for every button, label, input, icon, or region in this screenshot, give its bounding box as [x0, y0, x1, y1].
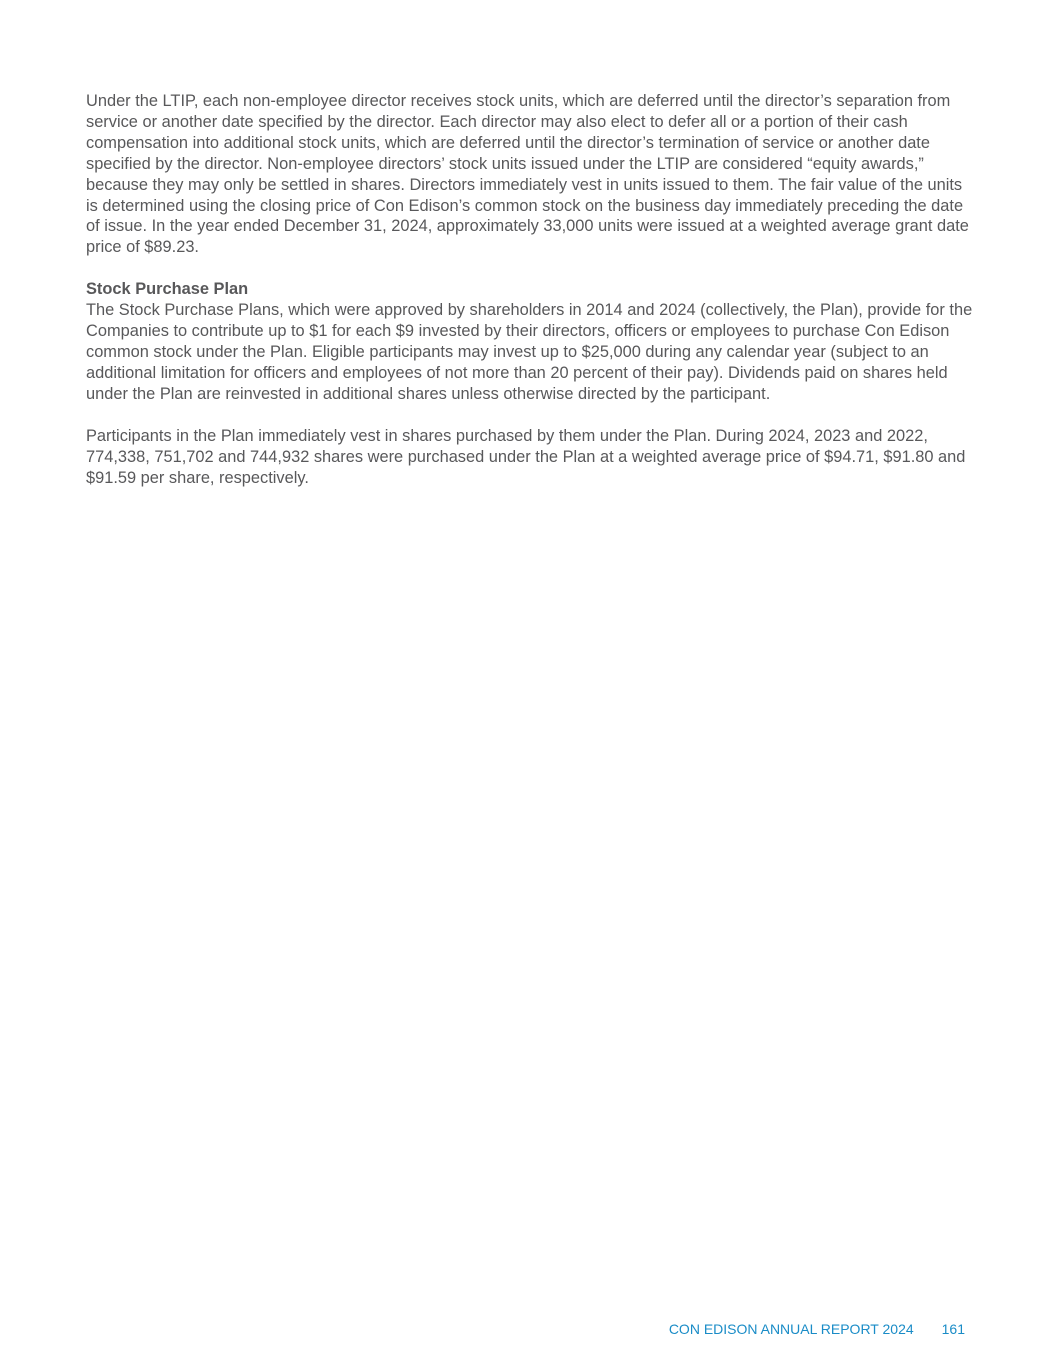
paragraph-spacer	[86, 405, 976, 426]
ltip-paragraph: Under the LTIP, each non-employee director receives stock units, which are deferred until the director’s separation from service or another date specified by the director. Each director may also elect to defer all or a portion of their cash compensation into additional stock units, which are deferred until the director’s termination of service or another date specified by the director. Non-employee directors’ stock units issued under the LTIP are considered “equity awards,” because they may only be settled in shares. Directors immediately vest in units issued to them. The fair value of the units is determined using the closing price of Con Edison’s common stock on the business day immediately preceding the date of issue. In the year ended December 31, 2024, approximately 33,000 units were issued at a weighted average grant date price of $89.23.	[86, 92, 969, 257]
stock-purchase-plan-paragraph: The Stock Purchase Plans, which were approved by shareholders in 2014 and 2024 (collectively, the Plan), provide for the Companies to contribute up to $1 for each $9 invested by their directors, officers or employees to purchase Con Edison common stock under the Plan. Eligible participants may invest up to $25,000 during any calendar year (subject to an additional limitation for officers and employees of not more than 20 percent of their pay). Dividends paid on shares held under the Plan are reinvested in additional shares unless otherwise directed by the participant.	[86, 301, 973, 403]
page-number: 161	[941, 1321, 965, 1337]
page-footer	[669, 1320, 965, 1338]
document-body	[86, 91, 976, 488]
section-heading: Stock Purchase Plan	[86, 280, 249, 299]
participants-paragraph: Participants in the Plan immediately vest in shares purchased by them under the Plan. During 2024, 2023 and 2022, 774,338, 751,702 and 744,932 shares were purchased under the Plan at a weighted average price of $94.71, $91.80 and $91.59 per share, respectively.	[86, 426, 966, 487]
paragraph-spacer	[86, 258, 976, 279]
footer-report-title: CON EDISON ANNUAL REPORT 2024	[668, 1321, 914, 1337]
